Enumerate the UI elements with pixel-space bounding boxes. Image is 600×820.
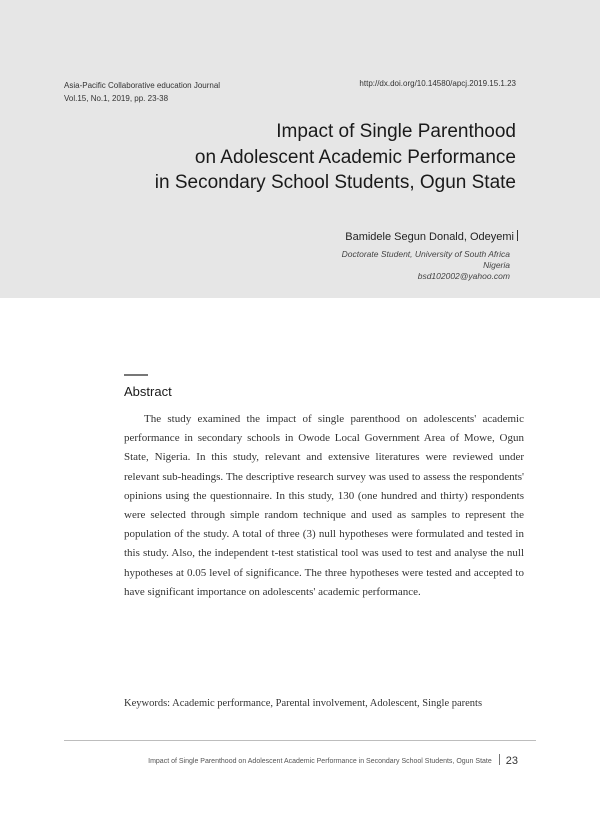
doi-link[interactable]: http://dx.doi.org/10.14580/apcj.2019.15.1.23 [359,79,516,88]
title-line: Impact of Single Parenthood [276,121,516,142]
author-email[interactable]: bsd102002@yahoo.com [417,271,510,281]
title-line: in Secondary School Students, Ogun State [154,172,516,193]
keywords-label: Keywords: [124,698,171,709]
running-title: Impact of Single Parenthood on Adolescent Academic Performance in Secondary School Students, Ogun State [148,758,492,765]
running-footer [148,754,518,767]
author-line [345,230,518,243]
author-affiliation [342,249,510,282]
paper-title [155,119,516,196]
journal-info [64,79,220,105]
author-name: Bamidele Segun Donald, Odeyemi [345,231,514,243]
author-divider [517,230,518,241]
affiliation-line: Nigeria [483,260,510,270]
title-line: on Adolescent Academic Performance [194,146,516,168]
abstract-text: The study examined the impact of single parenthood on adolescents' academic performance in secondary schools in Owode Local Government Area of Mowe, Ogun State, Nigeria. In this study, relevant and extensive literatures were reviewed under relevant sub-headings. The descriptive research survey was used to assess the respondents' opinions using the questionnaire. In this study, 130 (one hundred and thirty) respondents were selected through simple random technique and used as samples to represent the population of the study. A total of three (3) null hypotheses were formulated and tested in this study. Also, the independent t-test statistical tool was used to test and analyse the null hypotheses at 0.05 level of significance. The three hypotheses were tested and accepted to have significant importance on adolescents' academic performance. [124,413,524,598]
abstract-rule [124,374,148,376]
page-number: 23 [505,755,518,767]
keywords [124,698,482,709]
footer-rule [64,740,536,741]
abstract-heading: Abstract [124,384,172,399]
keywords-value: Academic performance, Parental involvement, Adolescent, Single parents [172,698,483,709]
affiliation-line: Doctorate Student, University of South Africa [341,249,510,259]
journal-name: Asia-Pacific Collaborative education Journal [64,81,221,90]
footer-divider [499,754,500,765]
journal-volume: Vol.15, No.1, 2019, pp. 23-38 [64,94,169,103]
